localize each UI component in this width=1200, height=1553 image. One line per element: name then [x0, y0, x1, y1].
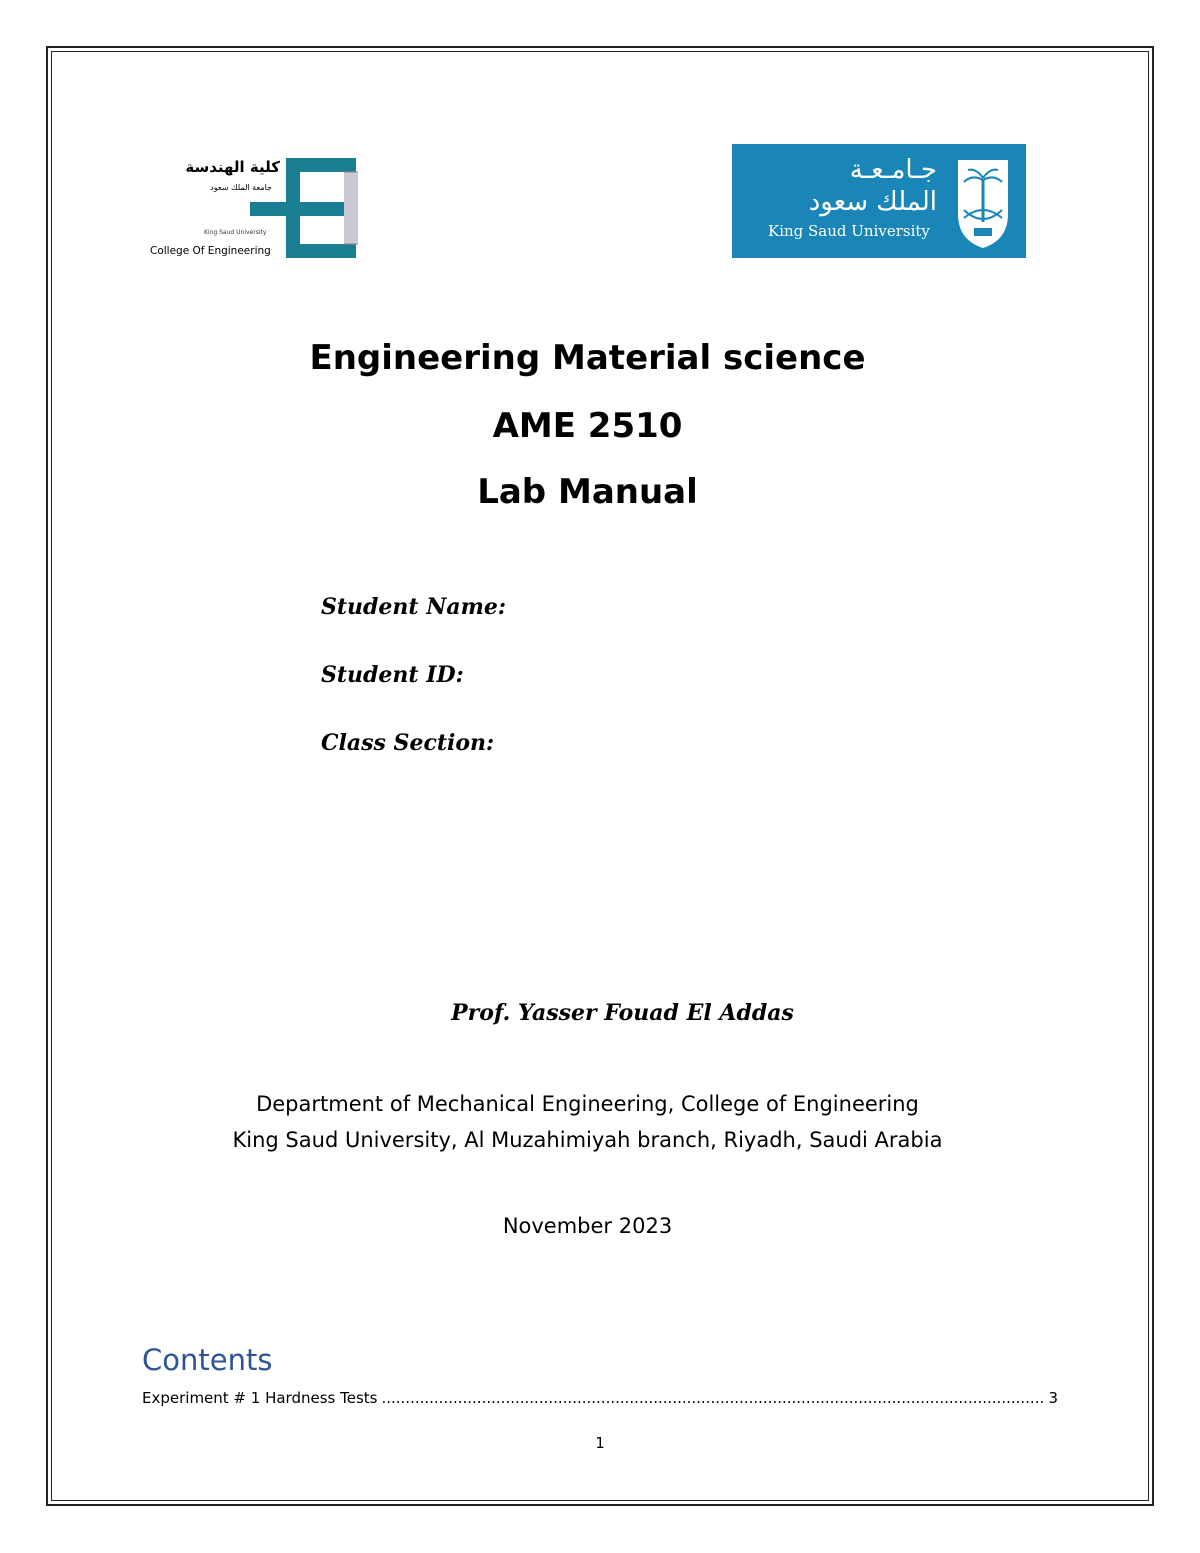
course-code: AME 2510 — [492, 406, 683, 446]
document-title: Engineering Material science — [309, 338, 866, 378]
ksu-logo-arabic-line1: جـامـعـة — [849, 155, 937, 185]
toc-dot-leader — [381, 1389, 1044, 1407]
department-line: Department of Mechanical Engineering, College of Engineering — [256, 1092, 919, 1116]
page-border-inner — [51, 51, 1149, 1501]
college-logo-english-name: College Of Engineering — [150, 245, 271, 257]
palm-and-swords-emblem — [958, 160, 1008, 248]
college-of-engineering-logo — [140, 150, 362, 262]
student-id-label: Student ID: — [321, 662, 464, 688]
document-subtitle: Lab Manual — [477, 472, 698, 512]
student-name-label: Student Name: — [321, 594, 507, 620]
professor-name: Prof. Yasser Fouad El Addas — [451, 1000, 794, 1026]
class-section-label: Class Section: — [321, 730, 495, 756]
toc-entry-label[interactable]: Experiment # 1 Hardness Tests — [142, 1389, 378, 1407]
page-number: 1 — [595, 1434, 605, 1452]
toc-entry[interactable] — [142, 1389, 1058, 1411]
university-address-line: King Saud University, Al Muzahimiyah branch, Riyadh, Saudi Arabia — [232, 1128, 943, 1152]
ksu-logo-english-name: King Saud University — [768, 222, 930, 240]
toc-entry-page[interactable]: 3 — [1048, 1389, 1058, 1407]
college-logo-arabic-title: كلية الهندسة — [185, 158, 280, 176]
king-saud-university-logo — [732, 144, 1026, 258]
publication-date: November 2023 — [502, 1214, 673, 1238]
college-logo-arabic-subtitle: جامعة الملك سعود — [210, 183, 272, 192]
contents-heading: Contents — [142, 1343, 273, 1377]
ksu-logo-arabic-line2: الملك سعود — [808, 187, 937, 217]
college-logo-english-small: King Saud University — [204, 229, 267, 236]
